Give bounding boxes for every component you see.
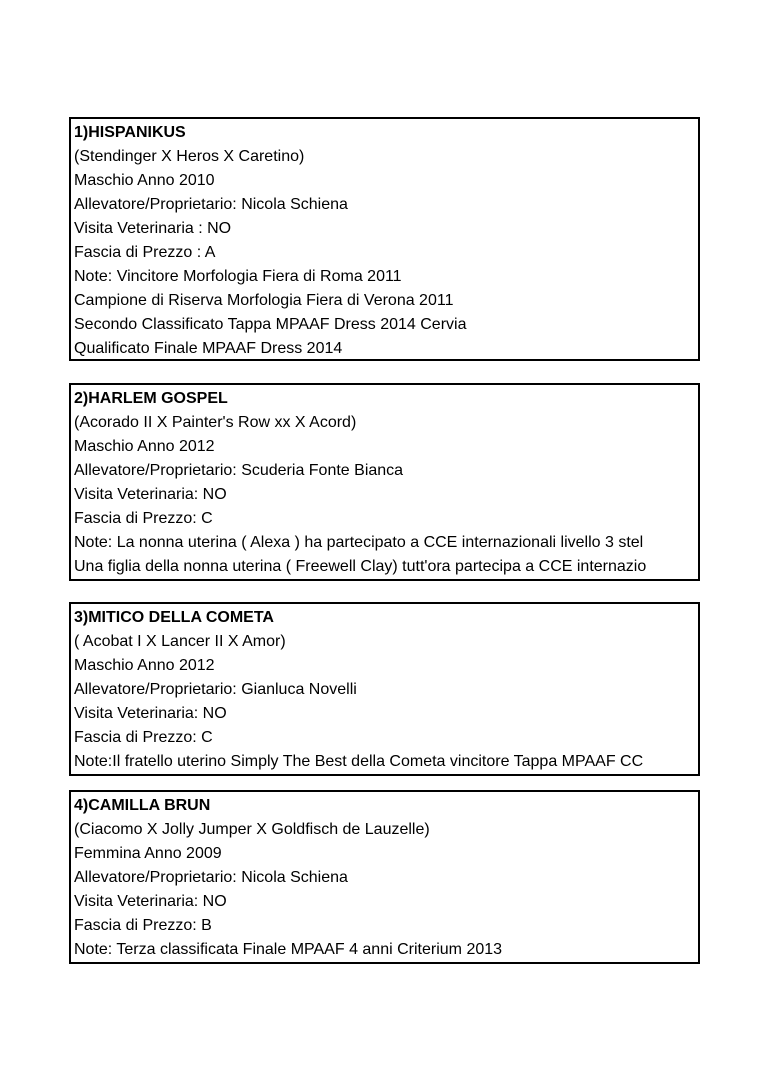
entry-breeder-owner: Allevatore/Proprietario: Nicola Schiena <box>74 196 348 213</box>
entry-title: 1)HISPANIKUS <box>74 124 186 141</box>
entry-pedigree: (Ciacomo X Jolly Jumper X Goldfisch de Lauzelle) <box>74 821 430 838</box>
entry-breeder-owner: Allevatore/Proprietario: Gianluca Novelli <box>74 681 357 698</box>
entry-note: Note:Il fratello uterino Simply The Best della Cometa vincitore Tappa MPAAF CC <box>74 753 644 770</box>
entry-sex-year: Maschio Anno 2012 <box>74 438 215 455</box>
entry-pedigree: ( Acobat I X Lancer II X Amor) <box>74 633 286 650</box>
entry-note: Note: Vincitore Morfologia Fiera di Roma 2011 <box>74 268 402 285</box>
entry-pedigree: (Stendinger X Heros X Caretino) <box>74 148 305 165</box>
entry-title: 2)HARLEM GOSPEL <box>74 390 228 407</box>
entry-breeder-owner: Allevatore/Proprietario: Scuderia Fonte Bianca <box>74 462 404 479</box>
entry-vet-visit: Visita Veterinaria: NO <box>74 893 227 910</box>
entry-price-range: Fascia di Prezzo: C <box>74 729 213 746</box>
entry-card-camilla-brun <box>69 790 700 964</box>
entry-price-range: Fascia di Prezzo: C <box>74 510 213 527</box>
entry-vet-visit: Visita Veterinaria : NO <box>74 220 232 237</box>
entry-note-continued: Una figlia della nonna uterina ( Freewell Clay) tutt'ora partecipa a CCE internazio <box>74 558 647 575</box>
entry-breeder-owner: Allevatore/Proprietario: Nicola Schiena <box>74 869 348 886</box>
entry-sex-year: Maschio Anno 2012 <box>74 657 215 674</box>
entry-note-continued: Secondo Classificato Tappa MPAAF Dress 2014 Cervia <box>74 316 467 333</box>
entry-sex-year: Femmina Anno 2009 <box>74 845 222 862</box>
entry-note: Note: Terza classificata Finale MPAAF 4 anni Criterium 2013 <box>74 941 503 958</box>
entry-card-hispanikus <box>69 117 700 361</box>
entry-note-continued: Campione di Riserva Morfologia Fiera di Verona 2011 <box>74 292 454 309</box>
entry-sex-year: Maschio Anno 2010 <box>74 172 215 189</box>
entry-price-range: Fascia di Prezzo : A <box>74 244 216 261</box>
entry-pedigree: (Acorado II X Painter's Row xx X Acord) <box>74 414 357 431</box>
entry-note-continued: Qualificato Finale MPAAF Dress 2014 <box>74 340 343 357</box>
entry-card-harlem-gospel <box>69 383 700 581</box>
entry-title: 4)CAMILLA BRUN <box>74 797 211 814</box>
entry-price-range: Fascia di Prezzo: B <box>74 917 212 934</box>
entry-title: 3)MITICO DELLA COMETA <box>74 609 274 626</box>
entry-card-mitico-della-cometa <box>69 602 700 776</box>
entry-note: Note: La nonna uterina ( Alexa ) ha partecipato a CCE internazionali livello 3 stel <box>74 534 644 551</box>
entry-vet-visit: Visita Veterinaria: NO <box>74 705 227 722</box>
entry-vet-visit: Visita Veterinaria: NO <box>74 486 227 503</box>
